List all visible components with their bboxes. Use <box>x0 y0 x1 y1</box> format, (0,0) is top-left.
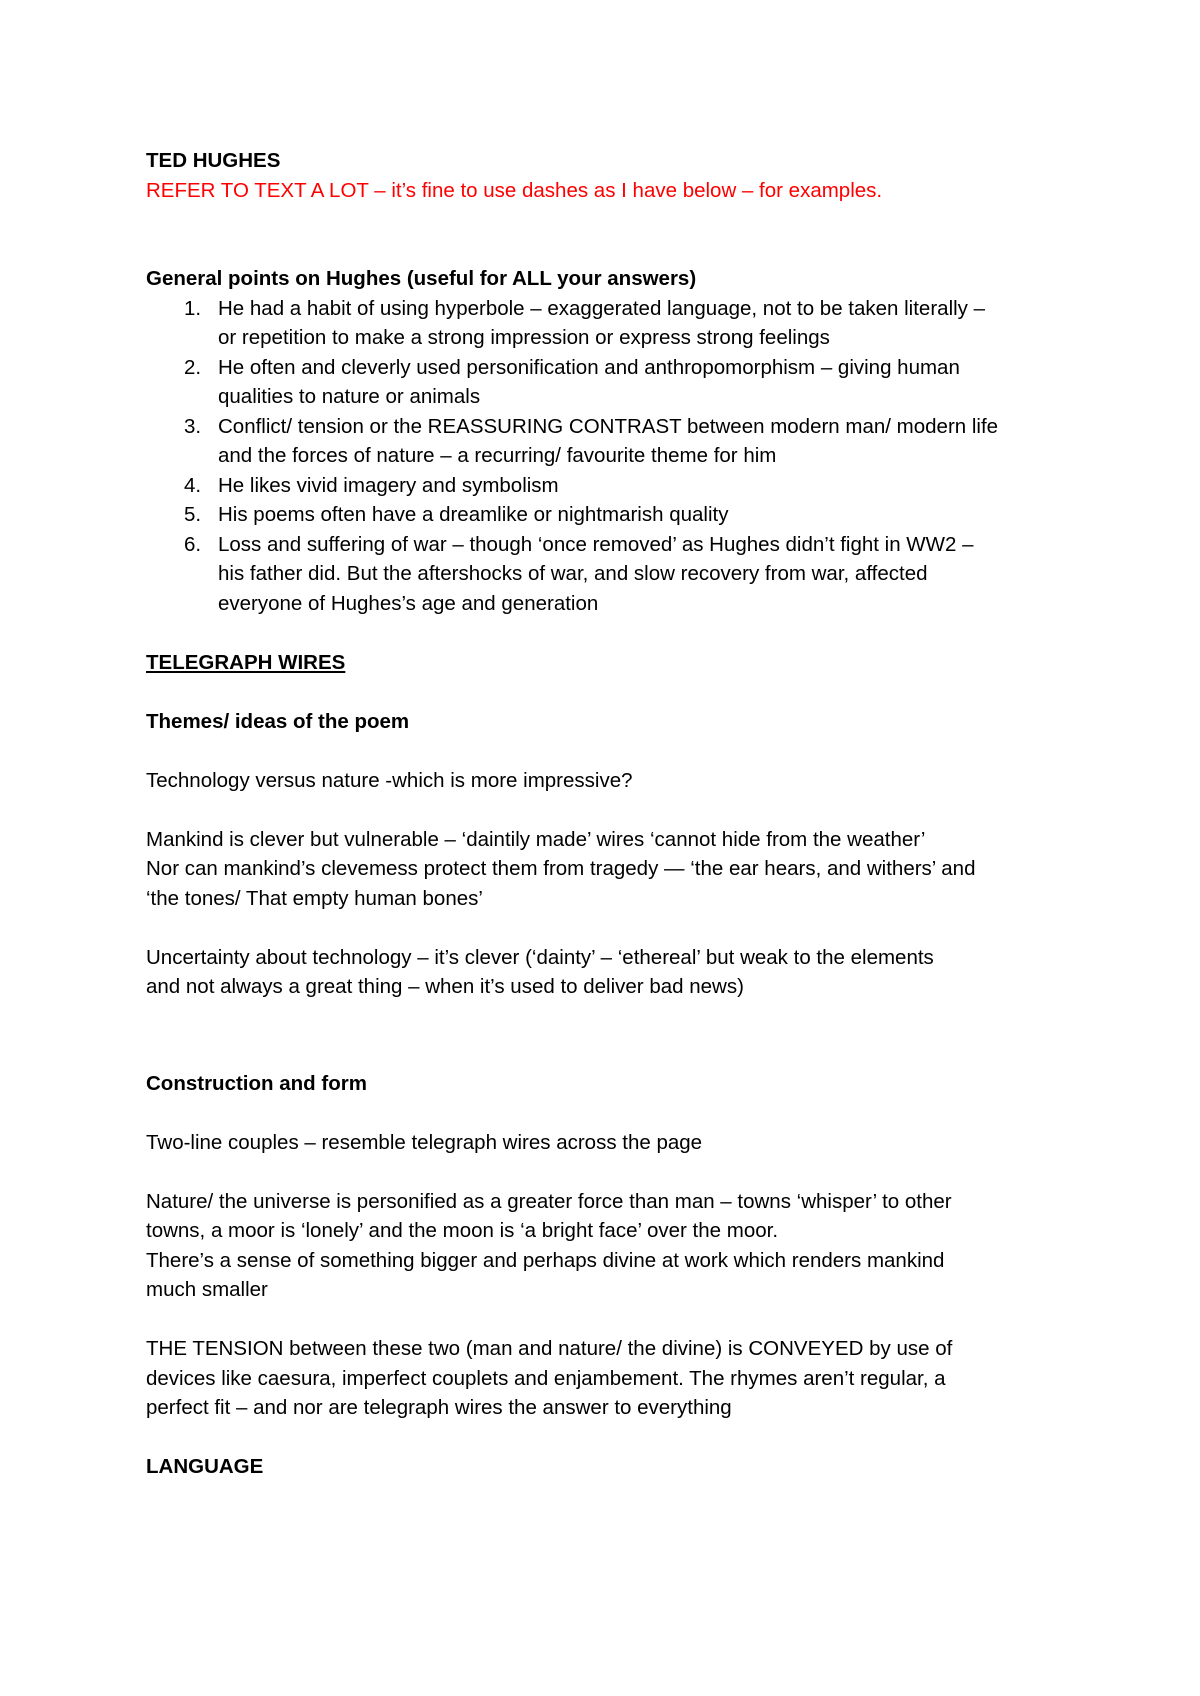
list-item-line: and the forces of nature – a recurring/ favourite theme for him <box>218 444 777 467</box>
list-item-line: his father did. But the aftershocks of war, and slow recovery from war, affected <box>218 562 928 585</box>
list-item <box>146 294 1066 353</box>
list-item <box>146 471 1066 501</box>
paragraph-line: much smaller <box>146 1278 268 1301</box>
list-item-line: or repetition to make a strong impression or express strong feelings <box>218 326 830 349</box>
poem-title: TELEGRAPH WIRES <box>146 650 346 674</box>
list-number: 3. <box>184 414 202 438</box>
paragraph-line: Uncertainty about technology – it’s clever (‘dainty’ – ‘ethereal’ but weak to the elements <box>146 945 934 969</box>
list-item-line: He had a habit of using hyperbole – exaggerated language, not to be taken literally – <box>218 296 986 320</box>
document-body <box>146 146 1066 1482</box>
list-item-line: Conflict/ tension or the REASSURING CONTRAST between modern man/ modern life <box>218 414 999 438</box>
paragraph-line: Mankind is clever but vulnerable – ‘daintily made’ wires ‘cannot hide from the weather’ <box>146 827 926 851</box>
construction-heading: Construction and form <box>146 1071 367 1095</box>
general-points-list <box>146 294 1066 619</box>
list-item <box>146 353 1066 412</box>
list-item-line: everyone of Hughes’s age and generation <box>218 591 599 615</box>
list-number: 6. <box>184 532 202 556</box>
themes-paragraph <box>146 825 1066 914</box>
paragraph-line: ‘the tones/ That empty human bones’ <box>146 886 483 910</box>
construction-paragraph: Two-line couples – resemble telegraph wires across the page <box>146 1130 703 1154</box>
list-item-line: He likes vivid imagery and symbolism <box>218 473 559 497</box>
language-heading: LANGUAGE <box>146 1455 264 1478</box>
themes-paragraph: Technology versus nature -which is more impressive? <box>146 768 633 792</box>
paragraph-line: Nature/ the universe is personified as a greater force than man – towns ‘whisper’ to other <box>146 1189 952 1213</box>
list-item-line: qualities to nature or animals <box>218 385 481 408</box>
construction-paragraph <box>146 1187 1066 1305</box>
themes-paragraph <box>146 943 1066 1002</box>
themes-heading: Themes/ ideas of the poem <box>146 709 410 733</box>
construction-paragraph <box>146 1334 1066 1423</box>
paragraph-line: towns, a moor is ‘lonely’ and the moon is ‘a bright face’ over the moor. <box>146 1219 779 1242</box>
paragraph-line: Nor can mankind’s clevemess protect them from tragedy — ‘the ear hears, and withers’ and <box>146 857 976 880</box>
list-item <box>146 412 1066 471</box>
document-title: TED HUGHES <box>146 149 281 172</box>
paragraph-line: THE TENSION between these two (man and nature/ the divine) is CONVEYED by use of <box>146 1337 953 1360</box>
list-item-line: He often and cleverly used personification and anthropomorphism – giving human <box>218 355 960 379</box>
list-item-line: His poems often have a dreamlike or nightmarish quality <box>218 503 729 526</box>
general-points-heading: General points on Hughes (useful for ALL your answers) <box>146 267 697 290</box>
list-number: 2. <box>184 355 202 379</box>
paragraph-line: perfect fit – and nor are telegraph wires the answer to everything <box>146 1396 732 1419</box>
list-item <box>146 530 1066 619</box>
instruction-note: REFER TO TEXT A LOT – it’s fine to use dashes as I have below – for examples. <box>146 178 883 202</box>
list-number: 5. <box>184 503 202 526</box>
list-number: 1. <box>184 296 202 320</box>
list-item-line: Loss and suffering of war – though ‘once removed’ as Hughes didn’t fight in WW2 – <box>218 532 974 556</box>
list-number: 4. <box>184 473 202 497</box>
paragraph-line: There’s a sense of something bigger and perhaps divine at work which renders mankind <box>146 1248 945 1272</box>
paragraph-line: and not always a great thing – when it’s used to deliver bad news) <box>146 975 744 998</box>
paragraph-line: devices like caesura, imperfect couplets and enjambement. The rhymes aren’t regular, a <box>146 1366 946 1390</box>
list-item <box>146 500 1066 530</box>
